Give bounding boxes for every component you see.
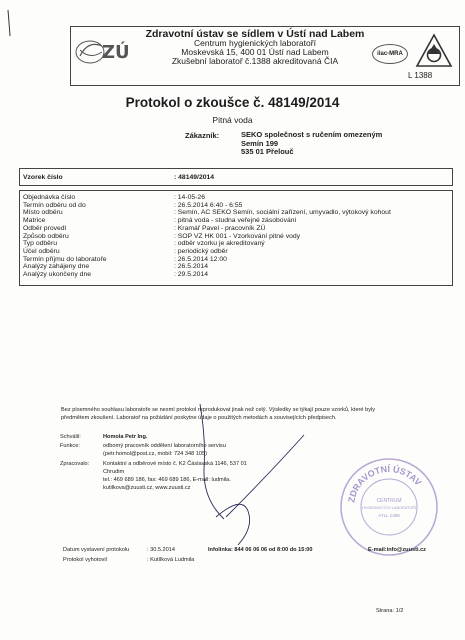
field-label: Způsob odběru [23,232,69,240]
laboratory-stamp [336,454,442,560]
processed-label: Zpracovalo: [60,461,90,467]
pen-mark [4,8,18,38]
customer-label: Zákazník: [185,131,220,140]
field-value: : 26.5.2014 [174,263,209,271]
field-value: : 26.5.2014 6:40 - 6:55 [174,201,243,209]
processed-text [103,460,247,492]
issue-date-label: Datum vystavení protokolu [63,547,130,553]
field-label: Termín příjmu do laboratoře [23,255,107,263]
contact-email: E-mail:info@zuusti.cz [368,547,426,553]
institution-address: Moskevská 15, 400 01 Ústí nad Labem [181,47,329,57]
field-label: Odběr provedl [23,224,67,232]
field-value: : pitná voda - studna veřejné zásobování [174,217,297,225]
institution-name: Zdravotní ústav se sídlem v Ústí nad Labem [145,28,365,40]
processed-line: kutilkova@zuusti.cz, www.zuusti.cz [103,485,191,491]
field-value: : Kramář Pavel - pracovník ZÚ [174,224,266,232]
protocol-subtitle: Pitná voda [212,115,253,125]
customer-info [241,131,382,157]
disclaimer [61,407,401,422]
lab-number: L 1388 [408,71,433,80]
field-label: Termín odběru od do [23,201,86,209]
field-label: Analýzy ukončeny dne [23,271,92,278]
accreditation-text: Zkušební laboratoř č.1388 akreditovaná ČIA [171,56,339,66]
cia-triangle-logo [414,32,454,72]
field-label: Místo odběru [23,209,63,217]
zu-logo [74,36,134,66]
customer-street: Semín 199 [241,138,279,148]
issuer-label: Protokol vyhotovil [63,557,107,563]
sample-number-box [19,168,453,186]
stamp-inner-line: HYGIENICKÝCH LABORATOŘÍ [361,506,417,510]
field-value: : 26.5.2014 12:00 [174,255,227,263]
approved-name: Homola Petr Ing. [103,434,148,440]
disclaimer-line: Bez písemného souhlasu laboratoře se nesmí protokol reprodukovat jinak než celý. Výsledky se týkají pouze vzorků, které byly [61,407,376,413]
stamp-inner-line: ATLL 1388 [378,513,400,518]
function-label: Funkce: [60,443,80,449]
page-number: Strana: 1/2 [376,608,404,614]
protocol-title: Protokol o zkoušce č. 48149/2014 [125,95,340,110]
field-label: Analýzy zahájeny dne [23,263,90,271]
function-line: odborný pracovník oddělení laboratorního servisu [103,443,226,449]
customer-name: SEKO společnost s ručením omezeným [241,130,383,139]
field-value: : 14-05-26 [174,194,205,201]
ilac-badge: ilac-MRA [372,44,408,64]
stamp-inner-line: CENTRUM [376,498,402,504]
field-value: : 48149/2014 [174,174,215,181]
field-label: Vzorek číslo [23,174,63,181]
issuer-name: : Kutílková Ludmila [147,557,195,563]
field-label: Objednávka číslo [23,194,76,201]
processed-line: tel.: 469 689 186, fax: 469 689 186, E-mail: ludmila. [103,477,231,483]
field-label: Matrice [23,217,46,225]
stamp-ring-text: ZDRAVOTNÍ ÚSTAV [346,463,424,504]
customer-city: 535 01 Přelouč [241,147,294,156]
field-label: Účel odběru [23,247,60,255]
infoline: Infolinka: 844 06 06 06 od 8:00 do 15:00 [208,547,313,553]
field-value: : Semín, AC SEKO Semín, sociální zařízení, umyvadlo, výtokový kohout [174,209,391,217]
disclaimer-line: předmětem zkoušení. Laboratoř na požádání poskytne údaje o použitých metodách a souvisejících předpisech. [61,414,337,421]
field-value: : SOP VZ HK 001 - Vzorkování pitné vody [174,232,301,240]
processed-line: Kontaktní a odběrové místo č. K2 Čáslavská 1146, 537 01 [103,461,247,467]
field-label: Typ odběru [23,240,58,248]
field-value: : odběr vzorku je akreditovaný [174,240,265,248]
function-text [103,442,226,458]
field-value: : 29.5.2014 [174,271,209,278]
function-line: (petr.homol@post.cz, mobil: 724 348 105) [103,451,207,457]
issue-date: : 30.5.2014 [147,547,175,553]
logo-text: ZÚ [102,42,130,63]
processed-line: Chrudim [103,469,125,475]
institution-block [140,30,370,66]
field-value: : periodický odběr [174,247,228,255]
approved-label: Schválil: [60,434,81,440]
department-name: Centrum hygienických laboratoří [194,38,316,48]
